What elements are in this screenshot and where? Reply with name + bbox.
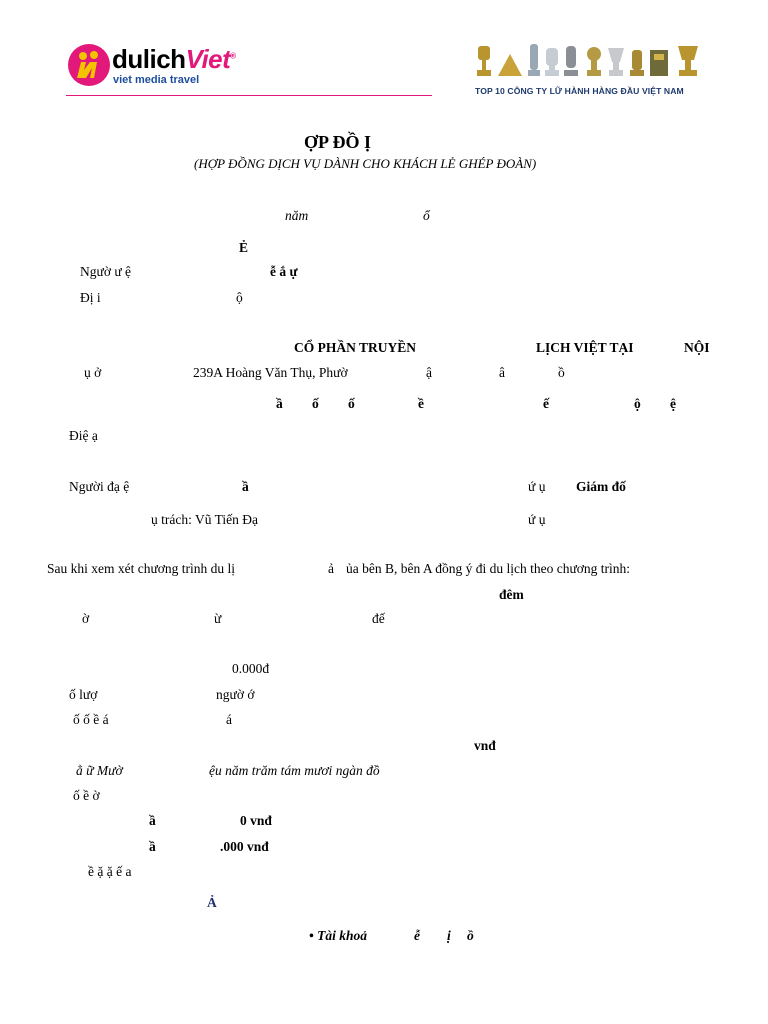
logo-tagline: viet media travel xyxy=(113,74,200,86)
tour-time-3: đế xyxy=(372,611,385,626)
date-year: năm xyxy=(285,208,309,223)
amount-in-words-value: ệu năm trăm tám mươi ngàn đồ xyxy=(209,763,380,778)
deposit-label-2: ầ xyxy=(149,839,156,854)
award-banner: TOP 10 CÔNG TY LỮ HÀNH HÀNG ĐẦU VIỆT NAM xyxy=(475,86,684,96)
account-tail-2: ị xyxy=(447,928,451,943)
party-a-rep-value: ễ ắ ự xyxy=(270,264,298,279)
party-b-office-tail-1: ậ xyxy=(426,365,432,380)
party-b-office-value: 239A Hoàng Văn Thụ, Phườ xyxy=(193,365,348,380)
party-b-business-7: ệ xyxy=(670,396,676,411)
party-b-business-1: ầ xyxy=(276,396,283,411)
party-a-address-label: Đị i xyxy=(80,290,101,305)
agreement-intro-part3: ủa bên B, bên A đồng ý đi du lịch theo chương trình: xyxy=(346,561,631,576)
date-place: ổ xyxy=(423,208,430,223)
party-a-rep-label: Ngườ ư ệ xyxy=(80,264,132,279)
section-mark: Ả xyxy=(207,895,217,910)
amount-in-words-label: ằ ữ Mườ xyxy=(76,763,123,778)
agreement-intro-part2: ả xyxy=(328,561,334,576)
party-b-rep-position-value: Giám đố xyxy=(576,479,626,494)
deposit-value-2: .000 vnđ xyxy=(220,839,269,854)
total-currency: vnđ xyxy=(474,738,496,753)
party-b-company-part1: CỔ PHẦN TRUYỀN xyxy=(294,340,417,355)
logo-registered: ® xyxy=(230,51,236,61)
party-b-company-part2: LỊCH VIỆT TẠI xyxy=(536,340,634,355)
party-b-office-label: ụ ở xyxy=(84,365,102,380)
party-b-business-3: ố xyxy=(348,396,355,411)
tour-time-2: ừ xyxy=(214,611,222,626)
logo-brand-prefix: dulich xyxy=(112,44,186,74)
party-b-business-2: ố xyxy=(312,396,319,411)
tour-time-1: ờ xyxy=(82,611,90,626)
party-b-business-5: ế xyxy=(543,396,549,411)
bed-line: ố ề ờ xyxy=(73,788,100,803)
logo-brand-suffix: Viet xyxy=(185,44,231,74)
dulichviet-logo-icon xyxy=(68,44,110,86)
quantity-unit: ngườ ớ xyxy=(216,687,255,702)
quantity-label: ố lượ xyxy=(69,687,98,702)
party-b-company-part3: NỘI xyxy=(684,340,710,355)
tour-nights: đêm xyxy=(499,587,524,602)
party-b-rep-label: Người đạ ệ xyxy=(69,479,130,494)
document-title: ỢP ĐỒ Ị xyxy=(304,132,372,152)
document-subtitle: (HỢP ĐỒNG DỊCH VỤ DÀNH CHO KHÁCH LẺ GHÉP ĐOÀN) xyxy=(194,156,537,171)
account-tail-1: ễ xyxy=(414,928,420,943)
party-b-office-tail-3: ồ xyxy=(558,365,565,380)
account-tail-3: ồ xyxy=(467,928,474,943)
room-line-2: á xyxy=(226,712,232,727)
party-b-in-charge-position: ứ ụ xyxy=(528,512,546,527)
trophies-icon xyxy=(474,40,706,82)
party-b-office-tail-2: â xyxy=(499,365,505,380)
account-line: • Tài khoả xyxy=(309,928,367,943)
room-line-1: ố ố ề á xyxy=(73,712,109,727)
party-a-address-value: ộ xyxy=(236,290,243,305)
party-b-in-charge: ụ trách: Vũ Tiến Đạ xyxy=(151,512,258,527)
deposit-value-1: 0 vnđ xyxy=(240,813,272,828)
tour-price: 0.000đ xyxy=(232,661,270,676)
payment-line: ề ặ ặ ế a xyxy=(88,864,132,879)
logo-brand xyxy=(112,44,236,75)
party-b-phone-label: Điệ ạ xyxy=(69,428,98,443)
header-divider xyxy=(66,95,432,96)
agreement-intro-part1: Sau khi xem xét chương trình du lị xyxy=(47,561,236,576)
party-b-business-4: ề xyxy=(418,396,424,411)
party-a-heading: Ẻ xyxy=(239,240,249,255)
company-logo xyxy=(66,42,246,92)
deposit-label-1: ầ xyxy=(149,813,156,828)
party-b-business-6: ộ xyxy=(634,396,641,411)
party-b-rep-value: ầ xyxy=(242,479,249,494)
party-b-rep-position-label: ứ ụ xyxy=(528,479,546,494)
